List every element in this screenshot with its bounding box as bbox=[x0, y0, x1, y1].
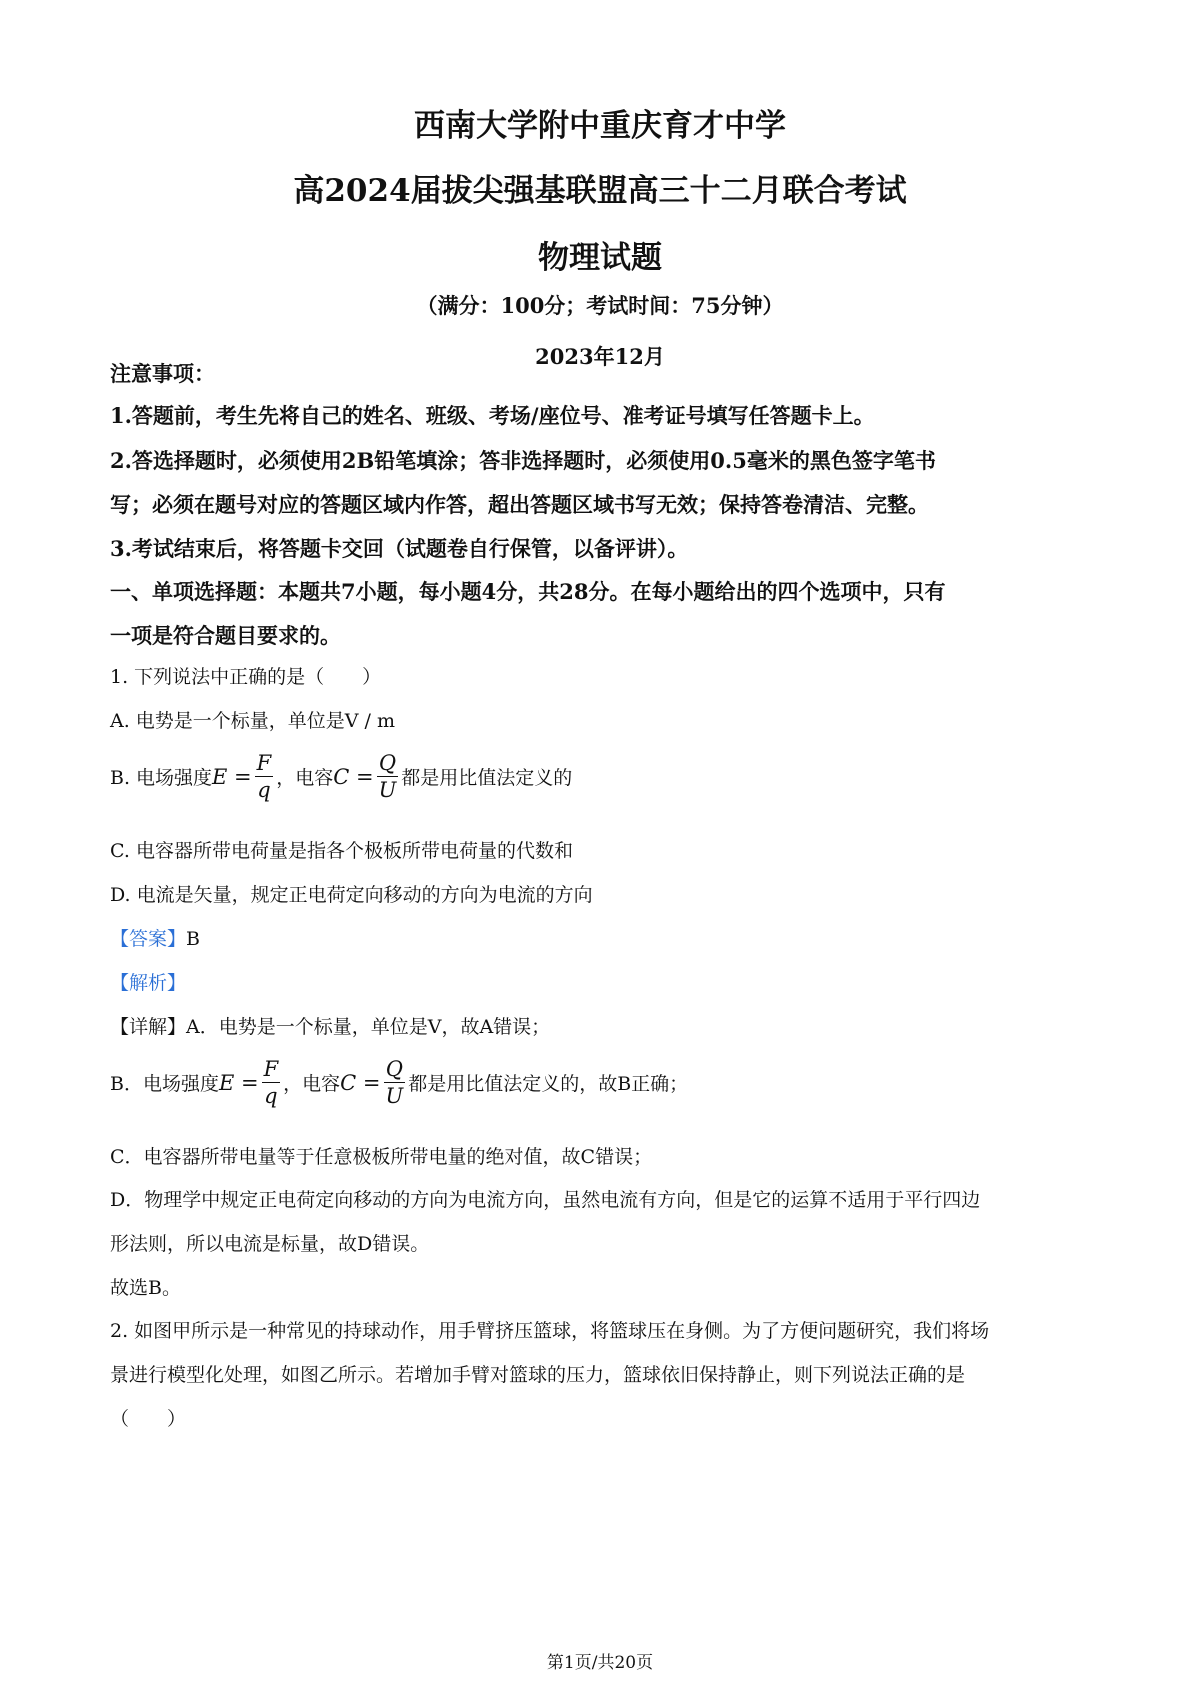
detail-formula-e-den: q bbox=[264, 1084, 278, 1108]
q1-option-d: D. 电流是矢量，规定正电荷定向移动的方向为电流的方向 bbox=[110, 884, 593, 906]
detail-b-prefix: B．电场强度 bbox=[110, 1073, 219, 1095]
formula-c-num: Q bbox=[378, 751, 397, 775]
exam-meta: （满分：100分；考试时间：75分钟） bbox=[416, 293, 784, 318]
note-item-2-cont: 写；必须在题号对应的答题区域内作答，超出答题区域书写无效；保持答卷清洁、完整。 bbox=[110, 492, 929, 517]
detail-b-suffix: 都是用比值法定义的，故B正确； bbox=[408, 1073, 689, 1095]
formula-c-fraction bbox=[377, 750, 399, 803]
notes-title: 注意事项： bbox=[110, 361, 215, 386]
q1-answer bbox=[110, 924, 200, 951]
option-b-prefix: B. 电场强度 bbox=[110, 767, 213, 789]
q2-stem-cont: 景进行模型化处理，如图乙所示。若增加手臂对篮球的压力，篮球依旧保持静止，则下列说法正确的是 bbox=[110, 1364, 966, 1386]
note-item-1: 1.答题前，考生先将自己的姓名、班级、考场/座位号、准考证号填写任答题卡上。 bbox=[110, 403, 875, 428]
q2-stem: 2. 如图甲所示是一种常见的持球动作，用手臂挤压篮球，将篮球压在身侧。为了方便问题研究，我们将场 bbox=[110, 1320, 990, 1342]
exam-title: 高2024届拔尖强基联盟高三十二月联合考试 bbox=[293, 173, 907, 209]
formula-e-den: q bbox=[257, 778, 271, 802]
q1-detail-c: C．电容器所带电量等于任意极板所带电量的绝对值，故C错误； bbox=[110, 1146, 653, 1168]
formula-e-lhs: E = bbox=[212, 764, 252, 789]
q1-option-a: A. 电势是一个标量，单位是V / m bbox=[110, 710, 396, 732]
detail-formula-e-num: F bbox=[263, 1057, 279, 1081]
subject-title: 物理试题 bbox=[538, 240, 662, 276]
option-b-suffix: 都是用比值法定义的 bbox=[401, 767, 573, 789]
note-item-2: 2.答选择题时，必须使用2B铅笔填涂；答非选择题时，必须使用0.5毫米的黑色签字笔书 bbox=[110, 448, 936, 473]
detail-a-text: A．电势是一个标量，单位是V，故A错误； bbox=[186, 1016, 551, 1038]
q1-stem: 1. 下列说法中正确的是（ ） bbox=[110, 666, 382, 688]
page-footer: 第1页/共20页 bbox=[546, 1653, 654, 1673]
note-item-3: 3.考试结束后，将答题卡交回（试题卷自行保管，以备评讲）。 bbox=[110, 536, 689, 561]
detail-formula-c-den: U bbox=[385, 1084, 404, 1108]
formula-c-lhs: C = bbox=[333, 764, 374, 789]
analysis-label: 【解析】 bbox=[110, 972, 187, 994]
detail-formula-e-fraction bbox=[262, 1056, 281, 1109]
detail-b-mid: ，电容 bbox=[283, 1073, 341, 1095]
q1-detail-d: D．物理学中规定正电荷定向移动的方向为电流方向，虽然电流有方向，但是它的运算不适用于平行四边 bbox=[110, 1189, 981, 1211]
answer-value: B bbox=[186, 928, 200, 950]
section-heading-cont: 一项是符合题目要求的。 bbox=[110, 623, 341, 648]
detail-formula-c-lhs: C = bbox=[340, 1070, 381, 1095]
detail-label: 【详解】 bbox=[110, 1016, 187, 1038]
q1-detail-b bbox=[110, 1056, 688, 1109]
q2-stem-paren: （ ） bbox=[110, 1408, 187, 1430]
q1-conclusion: 故选B。 bbox=[110, 1277, 181, 1299]
detail-formula-e-lhs: E = bbox=[218, 1070, 259, 1095]
section-heading: 一、单项选择题：本题共7小题，每小题4分，共28分。在每小题给出的四个选项中，只有 bbox=[110, 579, 946, 604]
exam-date: 2023年12月 bbox=[535, 344, 665, 369]
formula-e-fraction bbox=[255, 750, 274, 803]
option-b-mid: ，电容 bbox=[276, 767, 334, 789]
q1-detail-a bbox=[110, 1012, 550, 1039]
q1-option-b bbox=[110, 750, 572, 803]
q1-option-c: C. 电容器所带电荷量是指各个极板所带电荷量的代数和 bbox=[110, 840, 573, 862]
school-title: 西南大学附中重庆育才中学 bbox=[414, 108, 786, 144]
q1-detail-d-cont: 形法则，所以电流是标量，故D错误。 bbox=[110, 1233, 430, 1255]
formula-e-num: F bbox=[256, 751, 272, 775]
detail-formula-c-fraction bbox=[384, 1056, 406, 1109]
detail-formula-c-num: Q bbox=[385, 1057, 403, 1081]
formula-c-den: U bbox=[378, 778, 397, 802]
answer-label: 【答案】 bbox=[110, 928, 187, 950]
